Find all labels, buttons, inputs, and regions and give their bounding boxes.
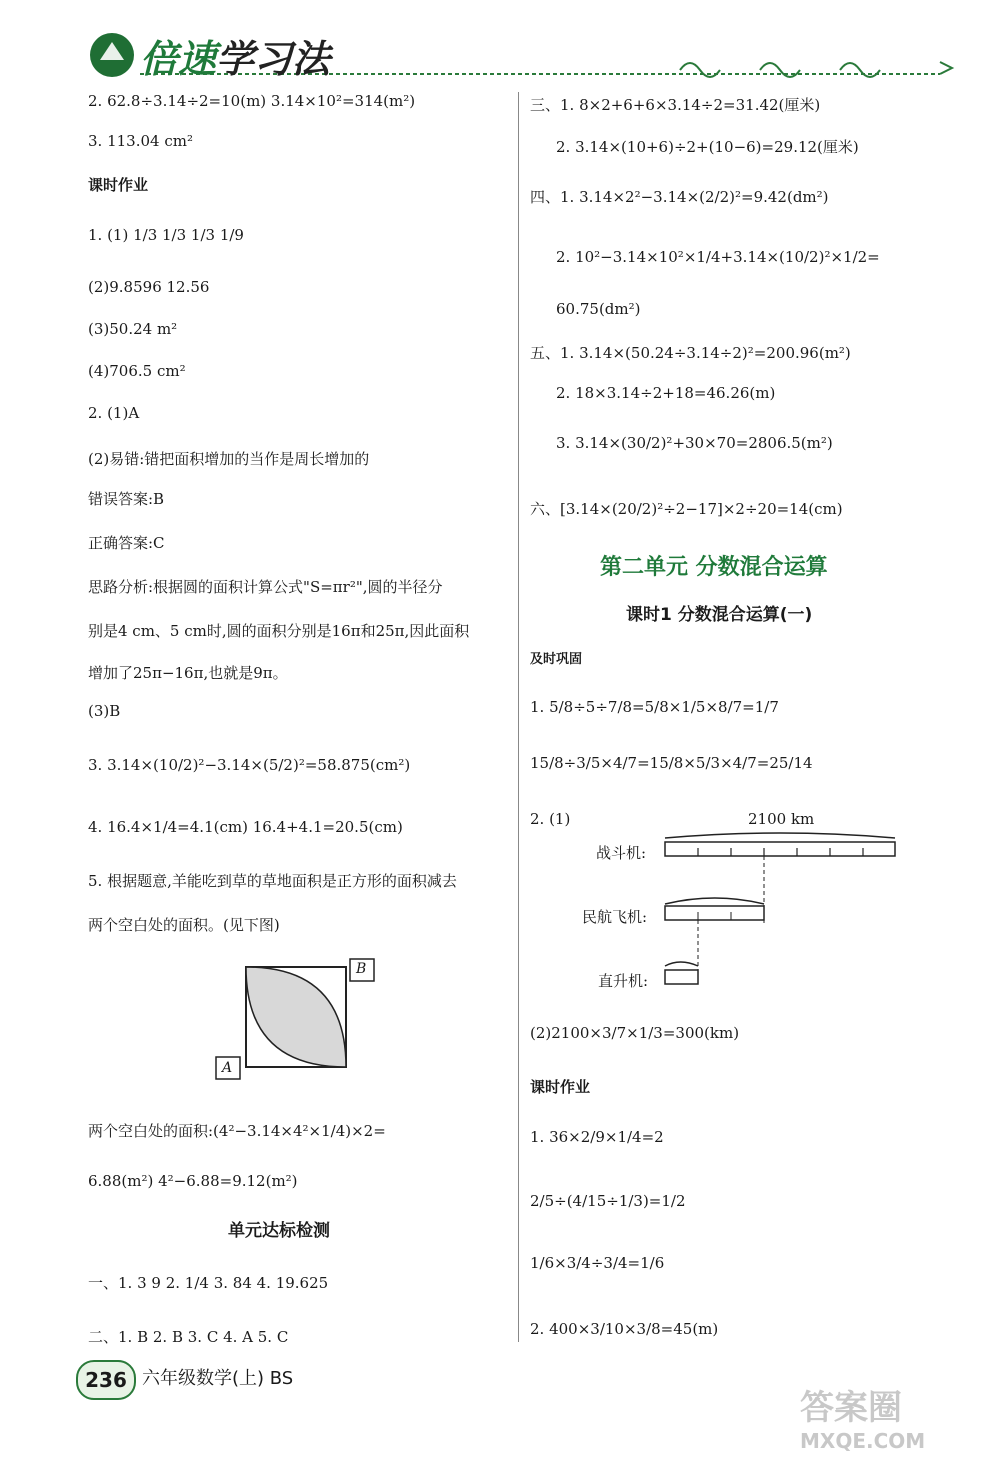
- section-heading-homework-2: 课时作业: [530, 1078, 591, 1096]
- right-line-14: 15/8÷3/5×4/7=15/8×5/3×4/7=25/14: [530, 754, 813, 772]
- right-line-3: 四、1. 3.14×2²−3.14×(2/2)²=9.42(dm²): [530, 188, 829, 206]
- brand-title-part1: 倍速: [140, 37, 217, 81]
- left-line-20: 两个空白处的面积:(4²−3.14×4²×1/4)×2=: [88, 1122, 386, 1140]
- right-line-8: 3. 3.14×(30/2)²+30×70=2806.5(m²): [556, 434, 833, 452]
- diagram-label-fighter: 战斗机:: [596, 844, 647, 862]
- page-number-badge: [76, 1360, 136, 1400]
- right-line-13: 1. 5/8÷5÷7/8=5/8×1/5×8/7=1/7: [530, 698, 779, 716]
- diagram-label-helicopter: 直升机:: [598, 972, 649, 990]
- right-line-18: 1. 36×2/9×1/4=2: [530, 1128, 664, 1146]
- left-line-24: 二、1. B 2. B 3. C 4. A 5. C: [88, 1328, 289, 1346]
- right-line-6: 五、1. 3.14×(50.24÷3.14÷2)²=200.96(m²): [530, 344, 851, 362]
- right-line-15: 2. (1): [530, 810, 571, 828]
- left-line-5: (2)9.8596 12.56: [88, 278, 210, 296]
- left-line-9: (2)易错:错把面积增加的当作是周长增加的: [88, 450, 370, 468]
- brand-title-part2: 学习法: [216, 37, 331, 81]
- column-divider: [518, 92, 519, 1342]
- left-line-17: 4. 16.4×1/4=4.1(cm) 16.4+4.1=20.5(cm): [88, 818, 403, 836]
- diagram-distance-label: 2100 km: [748, 810, 815, 828]
- right-line-4: 2. 10²−3.14×10²×1/4+3.14×(10/2)²×1/2=: [556, 248, 880, 266]
- right-line-7: 2. 18×3.14÷2+18=46.26(m): [556, 384, 776, 402]
- section-heading-unit-test: 单元达标检测: [228, 1221, 330, 1241]
- page-number: 236: [85, 1368, 127, 1392]
- left-line-21: 6.88(m²) 4²−6.88=9.12(m²): [88, 1172, 298, 1190]
- left-line-14: 增加了25π−16π,也就是9π。: [88, 664, 288, 682]
- right-line-20: 1/6×3/4÷3/4=1/6: [530, 1254, 665, 1272]
- unit-title: 第二单元 分数混合运算: [600, 555, 828, 580]
- right-line-16: (2)2100×3/7×1/3=300(km): [530, 1024, 740, 1042]
- figure-label-a: A: [222, 1060, 233, 1076]
- right-line-21: 2. 400×3/10×3/8=45(m): [530, 1320, 719, 1338]
- right-line-19: 2/5÷(4/15÷1/3)=1/2: [530, 1192, 686, 1210]
- left-line-15: (3)B: [88, 702, 121, 720]
- left-line-4: 1. (1) 1/3 1/3 1/3 1/9: [88, 226, 244, 244]
- left-line-23: 一、1. 3 9 2. 1/4 3. 84 4. 19.625: [88, 1274, 329, 1292]
- right-line-5: 60.75(dm²): [556, 300, 641, 318]
- segment-diagram: [660, 826, 910, 996]
- brand-title: [140, 28, 330, 83]
- left-line-12: 思路分析:根据圆的面积计算公式"S=πr²",圆的半径分: [88, 578, 443, 596]
- left-line-7: (4)706.5 cm²: [88, 362, 186, 380]
- left-line-1: 2. 62.8÷3.14÷2=10(m) 3.14×10²=314(m²): [88, 92, 416, 110]
- section-heading-homework: 课时作业: [88, 176, 149, 194]
- watermark: [800, 1380, 990, 1453]
- left-line-11: 正确答案:C: [88, 534, 165, 552]
- left-line-8: 2. (1)A: [88, 404, 140, 422]
- right-line-2: 2. 3.14×(10+6)÷2+(10−6)=29.12(厘米): [556, 138, 859, 156]
- diagram-label-airliner: 民航飞机:: [582, 908, 648, 926]
- left-line-10: 错误答案:B: [88, 490, 165, 508]
- footer-book-title: 六年级数学(上) BS: [142, 1368, 294, 1389]
- left-line-6: (3)50.24 m²: [88, 320, 178, 338]
- left-line-13: 别是4 cm、5 cm时,圆的面积分别是16π和25π,因此面积: [88, 622, 470, 640]
- left-line-18: 5. 根据题意,羊能吃到草的草地面积是正方形的面积减去: [88, 872, 457, 890]
- right-line-1: 三、1. 8×2+6+6×3.14÷2=31.42(厘米): [530, 96, 821, 114]
- right-line-9: 六、[3.14×(20/2)²÷2−17]×2÷20=14(cm): [530, 500, 843, 518]
- left-line-16: 3. 3.14×(10/2)²−3.14×(5/2)²=58.875(cm²): [88, 756, 411, 774]
- left-line-19: 两个空白处的面积。(见下图): [88, 916, 280, 934]
- section-heading-review: 及时巩固: [530, 652, 583, 667]
- watermark-line-2: MXQE.COM: [800, 1429, 926, 1453]
- watermark-line-1: 答案圈: [800, 1388, 902, 1428]
- figure-label-b: B: [356, 961, 367, 977]
- left-line-2: 3. 113.04 cm²: [88, 132, 193, 150]
- lesson-title: 课时1 分数混合运算(一): [626, 605, 813, 625]
